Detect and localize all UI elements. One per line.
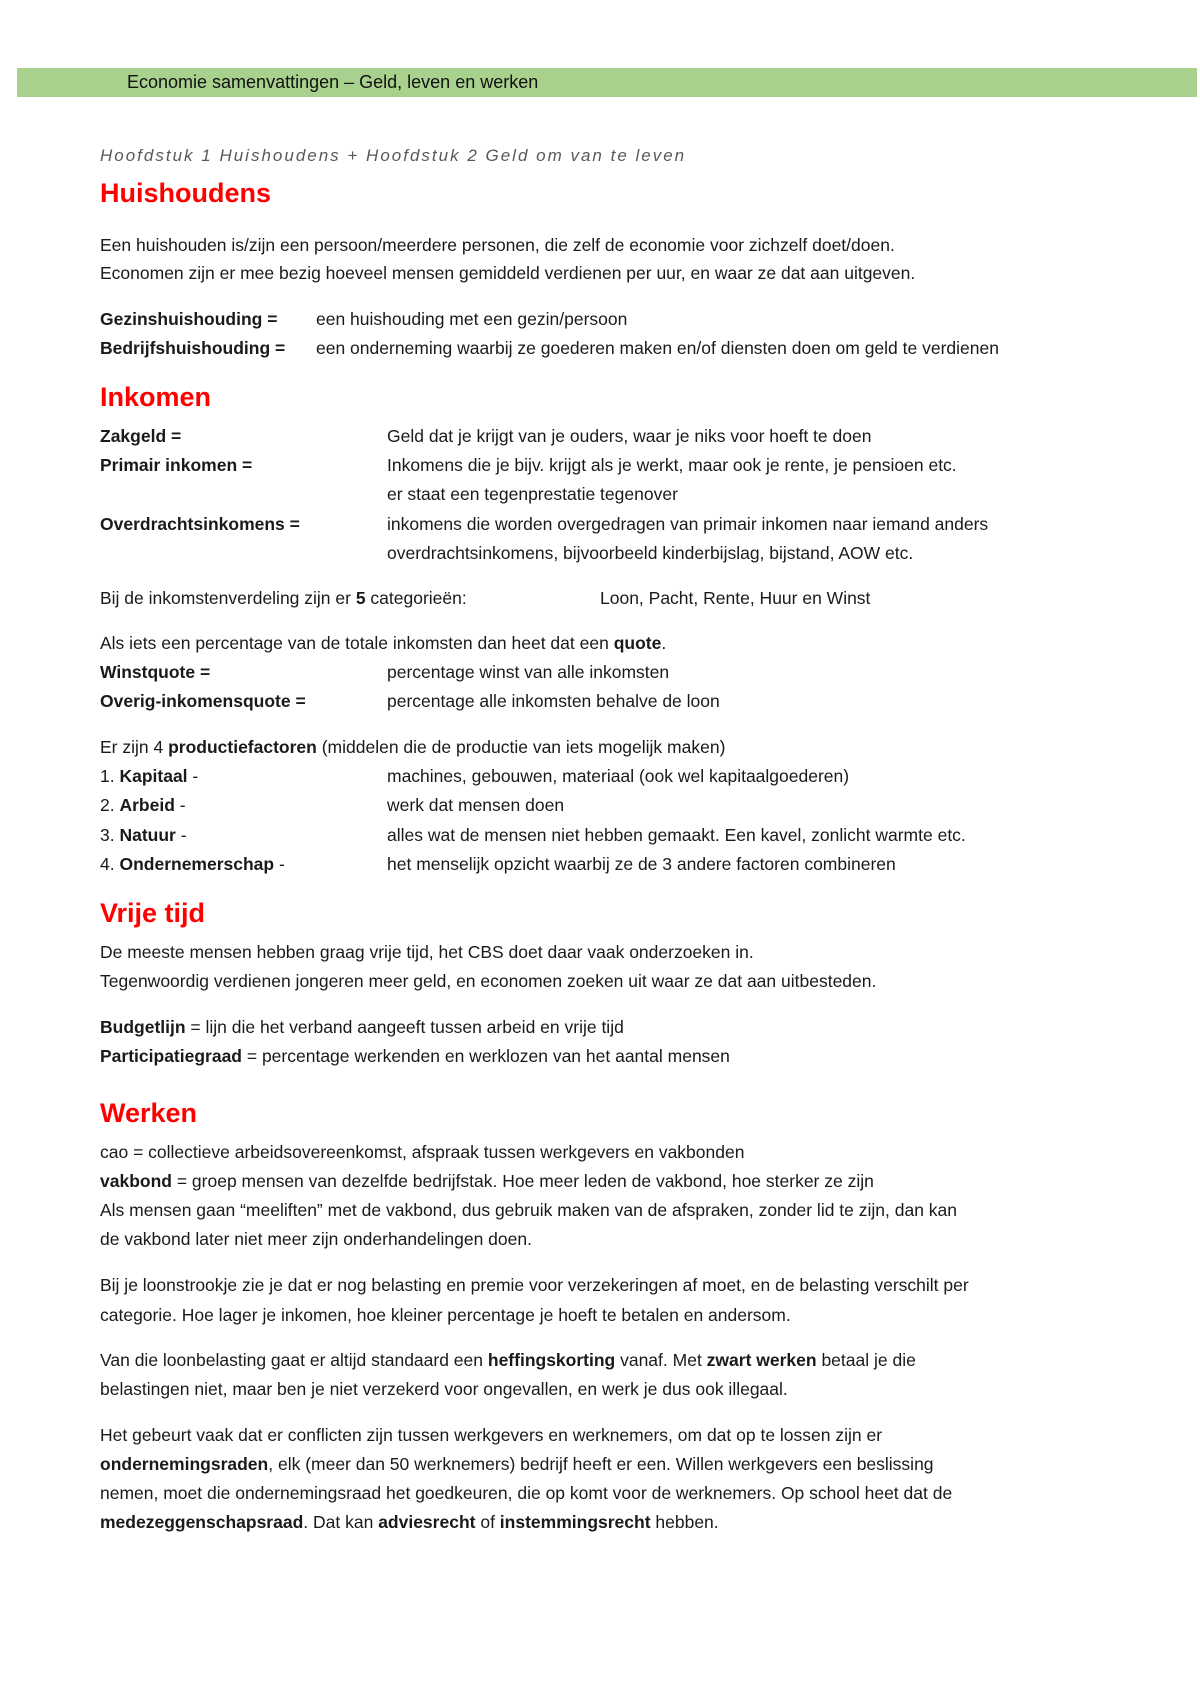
- def-vakbond: vakbond = groep mensen van dezelfde bedrijfstak. Hoe meer leden de vakbond, hoe sterker ze zijn: [100, 1171, 874, 1191]
- chapter-subtitle: Hoofdstuk 1 Huishoudens + Hoofdstuk 2 Geld om van te leven: [100, 146, 687, 165]
- conflicten-line-1: Het gebeurt vaak dat er conflicten zijn tussen werkgevers en werknemers, om dat op te lossen zijn er: [100, 1425, 883, 1445]
- conflicten-line-4: medezeggenschapsraad. Dat kan adviesrecht of instemmingsrecht hebben.: [100, 1512, 719, 1532]
- quote-intro: Als iets een percentage van de totale inkomsten dan heet dat een quote.: [100, 633, 667, 653]
- inkomstenverdeling-line: Bij de inkomstenverdeling zijn er 5 categorieën:: [100, 588, 467, 608]
- def-budgetlijn: Budgetlijn = lijn die het verband aangeeft tussen arbeid en vrije tijd: [100, 1017, 624, 1037]
- factor-text-arbeid: werk dat mensen doen: [387, 795, 565, 815]
- def-text-primair-inkomen: Inkomens die je bijv. krijgt als je werkt, maar ook je rente, je pensioen etc.: [387, 455, 957, 475]
- def-text-winstquote: percentage winst van alle inkomsten: [387, 662, 670, 682]
- def-text-bedrijfshuishouding: een onderneming waarbij ze goederen maken en/of diensten doen om geld te verdienen: [316, 338, 999, 358]
- loonstrookje-line-1: Bij je loonstrookje zie je dat er nog belasting en premie voor verzekeringen af moet, en de belasting verschilt per: [100, 1275, 969, 1295]
- heffingskorting-line-1: Van die loonbelasting gaat er altijd standaard een heffingskorting vanaf. Met zwart werken betaal je die: [100, 1350, 916, 1370]
- def-term-winstquote: Winstquote =: [100, 662, 211, 682]
- document-header: Economie samenvattingen – Geld, leven en werken: [127, 72, 539, 92]
- meeliften-line-1: Als mensen gaan “meeliften” met de vakbond, dus gebruik maken van de afspraken, zonder lid te zijn, dan kan: [100, 1200, 958, 1220]
- heading-inkomen: Inkomen: [100, 382, 212, 412]
- heading-werken: Werken: [100, 1098, 198, 1128]
- def-text-overig-inkomensquote: percentage alle inkomsten behalve de loon: [387, 691, 720, 711]
- def-text-primair-inkomen-2: er staat een tegenprestatie tegenover: [387, 484, 678, 504]
- def-text-overdrachtsinkomens-2: overdrachtsinkomens, bijvoorbeeld kinderbijslag, bijstand, AOW etc.: [387, 543, 914, 563]
- def-participatiegraad: Participatiegraad = percentage werkenden en werklozen van het aantal mensen: [100, 1046, 730, 1066]
- factor-term-kapitaal: 1. Kapitaal -: [100, 766, 199, 786]
- conflicten-line-3: nemen, moet die ondernemingsraad het goedkeuren, die op komt voor de werknemers. Op school heet dat de: [100, 1483, 953, 1503]
- heading-vrije-tijd: Vrije tijd: [100, 898, 206, 928]
- def-text-overdrachtsinkomens: inkomens die worden overgedragen van primair inkomen naar iemand anders: [387, 514, 989, 534]
- def-term-gezinshuishouding: Gezinshuishouding =: [100, 309, 278, 329]
- def-term-overig-inkomensquote: Overig-inkomensquote =: [100, 691, 306, 711]
- heffingskorting-line-2: belastingen niet, maar ben je niet verzekerd voor ongevallen, en werk je dus ook illegaal.: [100, 1379, 788, 1399]
- def-term-bedrijfshuishouding: Bedrijfshuishouding =: [100, 338, 286, 358]
- factor-term-natuur: 3. Natuur -: [100, 825, 187, 845]
- def-term-primair-inkomen: Primair inkomen =: [100, 455, 253, 475]
- def-cao: cao = collectieve arbeidsovereenkomst, afspraak tussen werkgevers en vakbonden: [100, 1142, 745, 1162]
- huishoudens-paragraph-2: Economen zijn er mee bezig hoeveel mensen gemiddeld verdienen per uur, en waar ze dat aan uitgeven.: [100, 263, 916, 283]
- factor-text-ondernemerschap: het menselijk opzicht waarbij ze de 3 andere factoren combineren: [387, 854, 896, 874]
- productiefactoren-intro: Er zijn 4 productiefactoren (middelen die de productie van iets mogelijk maken): [100, 737, 726, 757]
- factor-term-ondernemerschap: 4. Ondernemerschap -: [100, 854, 285, 874]
- factor-text-kapitaal: machines, gebouwen, materiaal (ook wel kapitaalgoederen): [387, 766, 850, 786]
- factor-term-arbeid: 2. Arbeid -: [100, 795, 186, 815]
- def-text-gezinshuishouding: een huishouding met een gezin/persoon: [316, 309, 628, 329]
- header-band: [17, 68, 1197, 97]
- def-term-overdrachtsinkomens: Overdrachtsinkomens =: [100, 514, 300, 534]
- meeliften-line-2: de vakbond later niet meer zijn onderhandelingen doen.: [100, 1229, 532, 1249]
- factor-text-natuur: alles wat de mensen niet hebben gemaakt. Een kavel, zonlicht warmte etc.: [387, 825, 966, 845]
- vrije-tijd-paragraph-2: Tegenwoordig verdienen jongeren meer geld, en economen zoeken uit waar ze dat aan uitbesteden.: [100, 971, 877, 991]
- def-text-zakgeld: Geld dat je krijgt van je ouders, waar je niks voor hoeft te doen: [387, 426, 872, 446]
- inkomstenverdeling-categories: Loon, Pacht, Rente, Huur en Winst: [600, 588, 871, 608]
- huishoudens-paragraph-1: Een huishouden is/zijn een persoon/meerdere personen, die zelf de economie voor zichzelf doet/doen.: [100, 235, 895, 255]
- heading-huishoudens: Huishoudens: [100, 178, 272, 208]
- def-term-zakgeld: Zakgeld =: [100, 426, 182, 446]
- loonstrookje-line-2: categorie. Hoe lager je inkomen, hoe kleiner percentage je hoeft te betalen en andersom.: [100, 1305, 791, 1325]
- vrije-tijd-paragraph-1: De meeste mensen hebben graag vrije tijd, het CBS doet daar vaak onderzoeken in.: [100, 942, 754, 962]
- conflicten-line-2: ondernemingsraden, elk (meer dan 50 werknemers) bedrijf heeft er een. Willen werkgevers een beslissing: [100, 1454, 934, 1474]
